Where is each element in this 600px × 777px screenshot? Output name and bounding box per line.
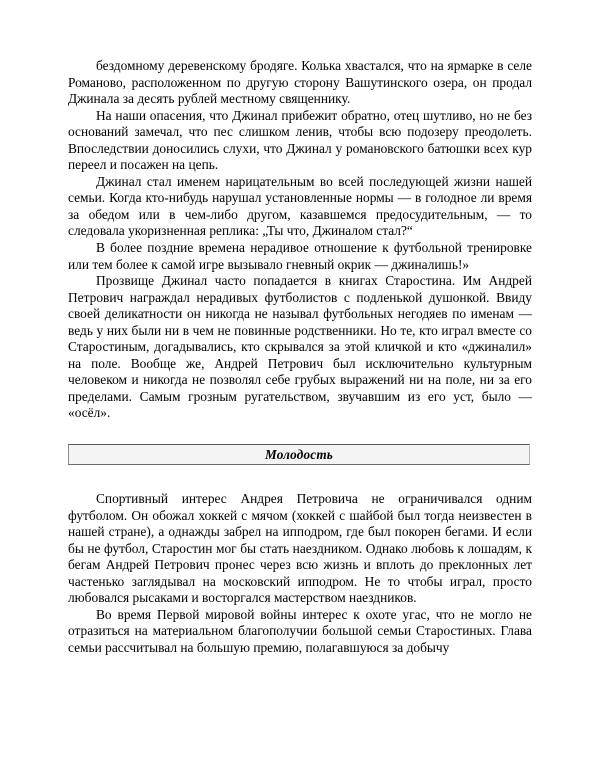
- paragraph: Спортивный интерес Андрея Петровича не ограничивался одним футболом. Он обожал хоккей с мячом (хоккей с шайбой был тогда неизвестен в нашей стране), а однажды забрел на ипподром, где был покорен бегами. И если бы не футбол, Старостин мог бы стать наездником. Однако любовь к лошадям, к бегам Андрей Петрович пронес через всю жизнь и вплоть до преклонных лет частенько заглядывал на московский ипподром. Не то чтобы играл, просто любовался рысаками и восторгался мастерством наездников.: [68, 491, 532, 606]
- section-heading-box: [68, 444, 530, 465]
- paragraph: бездомному деревенскому бродяге. Колька хвастался, что на ярмарке в селе Романово, расположенном по другую сторону Вашутинского озера, он продал Джинала за десять рублей местному священнику.: [68, 58, 532, 107]
- paragraph: В более поздние времена нерадивое отношение к футбольной тренировке или тем более к самой игре вызывало гневный окрик — джиналишь!»: [68, 240, 532, 272]
- section-heading-title: Молодость: [264, 446, 334, 462]
- section-heading-container: [68, 444, 532, 465]
- paragraph: Джинал стал именем нарицательным во всей последующей жизни нашей семьи. Когда кто-нибудь нарушал установленные нормы — в голодное ли время за обедом или в чем-либо другом, казавшемся предосудительным, — то следовала укоризненная реплика: „Ты что, Джиналом стал?“: [68, 173, 532, 239]
- paragraph: Во время Первой мировой войны интерес к охоте угас, что не могло не отразиться на материальном благополучии большой семьи Старостиных. Глава семьи рассчитывал на большую премию, полагавшуюся за добычу: [68, 606, 532, 655]
- text-column: [68, 58, 532, 657]
- paragraph: На наши опасения, что Джинал прибежит обратно, отец шутливо, но не без оснований замечал, что пес слишком ленив, чтобы всю подозеру преодолеть. Впоследствии доносились слухи, что Джинал у романовского батюшки всех кур переел и посажен на цепь.: [68, 107, 532, 173]
- paragraph: Прозвище Джинал часто попадается в книгах Старостина. Им Андрей Петрович награждал нерадивых футболистов с подленькой душонкой. Ввиду своей деликатности он никогда не называл футбольных негодяев по именам — ведь у них были ни в чем не повинные родственники. Но те, кто играл вместе со Старостиным, догадывались, кто скрывался за этой кличкой и кто «джиналил» на поле. Вообще же, Андрей Петрович был исключительно культурным человеком и никогда не позволял себе грубых выражений ни на поле, ни за его пределами. Самым грозным ругательством, звучавшим из его уст, было — «осёл».: [68, 273, 532, 421]
